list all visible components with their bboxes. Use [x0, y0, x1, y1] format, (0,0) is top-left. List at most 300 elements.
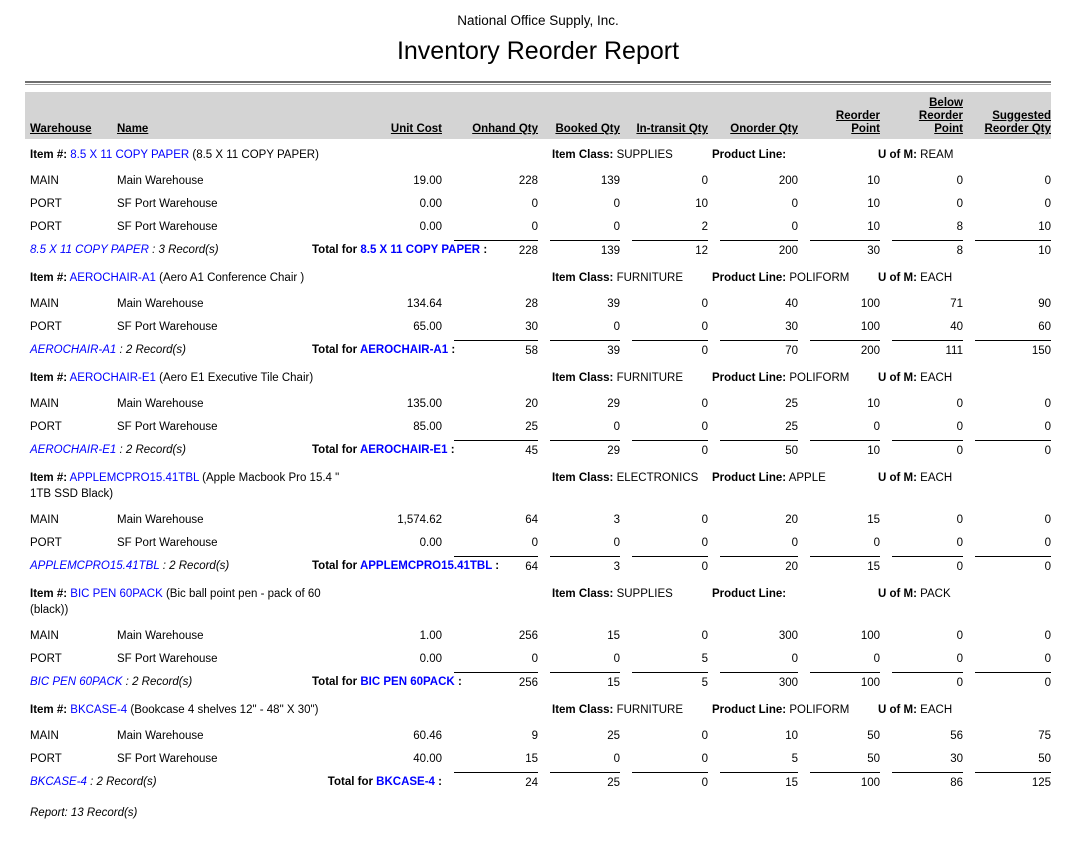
warehouse-row	[25, 293, 1051, 316]
warehouse-code: MAIN	[30, 630, 59, 642]
total-label-colon: :	[495, 560, 500, 572]
suggested-reorder-qty: 0	[1044, 630, 1051, 642]
group-rows	[25, 393, 1051, 439]
warehouse-code: PORT	[30, 421, 62, 433]
product-line-label: Product Line:	[712, 704, 787, 716]
unit-of-measure-value: EACH	[920, 372, 953, 384]
warehouse-name: SF Port Warehouse	[117, 221, 218, 233]
col-header-suggested-reorder-qty	[975, 110, 1051, 136]
item-number-label: Item #:	[30, 704, 68, 716]
item-title	[30, 702, 375, 718]
total-item-code: BIC PEN 60PACK	[360, 676, 455, 688]
total-booked-qty: 139	[550, 240, 620, 262]
product-line	[712, 702, 849, 718]
below-reorder-point: 40	[950, 321, 963, 333]
total-in-transit-qty: 12	[632, 240, 708, 262]
total-below-reorder-point: 86	[892, 772, 963, 794]
item-title	[30, 147, 375, 163]
item-header	[25, 578, 1051, 625]
in-transit-qty: 0	[701, 730, 708, 742]
col-header-below-reorder-label: Reorder Point	[918, 110, 963, 135]
col-header-below-reorder-point	[892, 97, 963, 136]
unit-cost: 134.64	[406, 298, 442, 310]
group-rows	[25, 170, 1051, 239]
onorder-qty: 10	[785, 730, 798, 742]
unit-of-measure-value: EACH	[920, 704, 953, 716]
unit-cost: 0.00	[419, 537, 442, 549]
total-onhand-qty: 24	[454, 772, 538, 794]
warehouse-row	[25, 625, 1051, 648]
group-record-count	[30, 556, 300, 578]
total-label-colon: :	[450, 444, 455, 456]
item-group	[25, 578, 1051, 694]
reorder-point: 10	[867, 398, 880, 410]
reorder-point: 50	[867, 730, 880, 742]
group-record-count	[30, 772, 300, 794]
col-header-warehouse	[30, 123, 105, 136]
booked-qty: 25	[607, 730, 620, 742]
onhand-qty: 25	[525, 421, 538, 433]
product-line-label: Product Line:	[712, 472, 787, 484]
total-below-reorder-point: 0	[892, 440, 963, 462]
in-transit-qty: 0	[701, 421, 708, 433]
total-reorder-point: 100	[810, 772, 880, 794]
item-code-link[interactable]: AEROCHAIR-A1	[69, 272, 156, 284]
item-header	[25, 362, 1051, 393]
col-header-in-transit-qty	[632, 123, 708, 136]
onorder-qty: 200	[778, 175, 798, 187]
total-in-transit-qty: 0	[632, 340, 708, 362]
total-reorder-point: 15	[810, 556, 880, 578]
item-number-label: Item #:	[30, 272, 68, 284]
product-line-value: APPLE	[788, 472, 826, 484]
onorder-qty: 25	[785, 398, 798, 410]
unit-of-measure	[878, 147, 953, 163]
below-reorder-point: 0	[956, 198, 963, 210]
unit-of-measure	[878, 586, 951, 602]
reorder-point: 50	[867, 753, 880, 765]
total-label-colon: :	[438, 776, 442, 788]
item-description-extra	[30, 602, 375, 618]
below-reorder-point: 0	[956, 421, 963, 433]
group-record-count-value: 2 Record(s)	[125, 344, 186, 356]
item-description: (Bookcase 4 shelves 12" - 48" X 30")	[130, 704, 319, 716]
product-line-label: Product Line:	[712, 372, 787, 384]
group-record-count	[30, 340, 300, 362]
onhand-qty: 64	[525, 514, 538, 526]
item-class-label: Item Class:	[552, 272, 614, 284]
onorder-qty: 20	[785, 514, 798, 526]
total-suggested-reorder-qty: 0	[975, 672, 1051, 694]
booked-qty: 29	[607, 398, 620, 410]
below-reorder-point: 71	[950, 298, 963, 310]
total-booked-qty: 15	[550, 672, 620, 694]
total-for-label: Total for	[327, 776, 373, 788]
total-below-reorder-point: 8	[892, 240, 963, 262]
item-title	[30, 470, 375, 502]
item-class-value: FURNITURE	[616, 272, 684, 284]
warehouse-code: PORT	[30, 753, 62, 765]
onhand-qty: 0	[531, 537, 538, 549]
total-onhand-qty: 45	[454, 440, 538, 462]
in-transit-qty: 5	[701, 653, 708, 665]
item-class	[552, 702, 683, 718]
onorder-qty: 40	[785, 298, 798, 310]
unit-of-measure-label: U of M:	[878, 704, 917, 716]
total-onhand-qty: 64	[454, 556, 538, 578]
item-header	[25, 462, 1051, 509]
warehouse-code: PORT	[30, 221, 62, 233]
item-group	[25, 462, 1051, 578]
unit-of-measure-label: U of M:	[878, 472, 917, 484]
warehouse-row	[25, 648, 1051, 671]
onhand-qty: 28	[525, 298, 538, 310]
booked-qty: 3	[613, 514, 620, 526]
unit-cost: 1,574.62	[397, 514, 442, 526]
unit-of-measure	[878, 470, 952, 486]
unit-cost: 135.00	[406, 398, 442, 410]
total-in-transit-qty: 5	[632, 672, 708, 694]
col-header-unit-cost	[327, 123, 442, 136]
below-reorder-point: 0	[956, 398, 963, 410]
below-reorder-point: 0	[956, 537, 963, 549]
onhand-qty: 30	[525, 321, 538, 333]
total-suggested-reorder-qty: 0	[975, 556, 1051, 578]
warehouse-code: MAIN	[30, 514, 59, 526]
warehouse-code: MAIN	[30, 298, 59, 310]
unit-cost: 40.00	[413, 753, 442, 765]
total-suggested-reorder-qty: 150	[975, 340, 1051, 362]
report-title: Inventory Reorder Report	[396, 37, 680, 65]
total-item-code: AEROCHAIR-E1	[359, 444, 448, 456]
item-title	[30, 370, 375, 386]
group-record-count-value: 2 Record(s)	[96, 776, 157, 788]
product-line-value: POLIFORM	[789, 704, 850, 716]
group-record-count-colon: :	[90, 776, 94, 788]
product-line	[712, 370, 849, 386]
total-onorder-qty: 70	[720, 340, 798, 362]
unit-of-measure-label: U of M:	[878, 588, 917, 600]
unit-cost: 65.00	[413, 321, 442, 333]
reorder-point: 100	[860, 630, 880, 642]
total-onorder-qty: 300	[720, 672, 798, 694]
suggested-reorder-qty: 0	[1044, 175, 1051, 187]
booked-qty: 0	[613, 221, 620, 233]
onorder-qty: 0	[791, 653, 798, 665]
suggested-reorder-qty: 90	[1038, 298, 1051, 310]
unit-cost: 60.46	[413, 730, 442, 742]
total-suggested-reorder-qty: 0	[975, 440, 1051, 462]
reorder-point: 0	[873, 421, 880, 433]
below-reorder-point: 56	[950, 730, 963, 742]
onorder-qty: 30	[785, 321, 798, 333]
onhand-qty: 9	[531, 730, 538, 742]
item-code-link[interactable]: 8.5 X 11 COPY PAPER	[70, 149, 190, 161]
unit-of-measure-label: U of M:	[878, 149, 917, 161]
onhand-qty: 0	[531, 221, 538, 233]
in-transit-qty: 0	[701, 514, 708, 526]
booked-qty: 0	[613, 198, 620, 210]
reorder-point: 10	[867, 221, 880, 233]
warehouse-name: SF Port Warehouse	[117, 653, 218, 665]
suggested-reorder-qty: 0	[1044, 537, 1051, 549]
item-class	[552, 470, 698, 486]
group-total-label	[312, 556, 500, 578]
warehouse-code: MAIN	[30, 175, 59, 187]
item-description: (Aero A1 Conference Chair )	[159, 272, 305, 284]
item-code-link[interactable]: BIC PEN 60PACK	[70, 588, 163, 600]
total-label-colon: :	[483, 244, 488, 256]
in-transit-qty: 2	[701, 221, 708, 233]
item-class	[552, 147, 673, 163]
item-header	[25, 262, 1051, 293]
group-rows	[25, 725, 1051, 771]
warehouse-row	[25, 748, 1051, 771]
product-line-label: Product Line:	[712, 272, 787, 284]
col-header-reorder-point-label: Reorder Point	[835, 110, 880, 135]
warehouse-row	[25, 316, 1051, 339]
warehouse-row	[25, 170, 1051, 193]
col-header-warehouse-label: Warehouse	[30, 123, 92, 135]
warehouse-row	[25, 725, 1051, 748]
group-total-label	[312, 340, 456, 362]
unit-of-measure-value: REAM	[920, 149, 954, 161]
unit-cost: 0.00	[419, 221, 442, 233]
product-line	[712, 147, 786, 163]
unit-of-measure	[878, 270, 952, 286]
group-record-count-item-code: 8.5 X 11 COPY PAPER	[30, 244, 149, 256]
col-header-unit-cost-label: Unit Cost	[390, 123, 442, 135]
col-header-booked-qty-label: Booked Qty	[555, 123, 620, 135]
unit-of-measure	[878, 370, 952, 386]
in-transit-qty: 0	[701, 321, 708, 333]
onhand-qty: 15	[525, 753, 538, 765]
warehouse-code: MAIN	[30, 730, 59, 742]
item-class-value: FURNITURE	[616, 704, 684, 716]
group-record-count-colon: :	[119, 444, 123, 456]
item-class-label: Item Class:	[552, 149, 614, 161]
total-in-transit-qty: 0	[632, 440, 708, 462]
total-below-reorder-point: 111	[892, 340, 963, 362]
suggested-reorder-qty: 0	[1044, 653, 1051, 665]
group-total-row	[25, 440, 1051, 462]
total-reorder-point: 100	[810, 672, 880, 694]
total-item-code: 8.5 X 11 COPY PAPER	[360, 244, 481, 256]
onorder-qty: 5	[791, 753, 798, 765]
item-class-value: SUPPLIES	[616, 588, 673, 600]
onorder-qty: 0	[791, 198, 798, 210]
suggested-reorder-qty: 50	[1038, 753, 1051, 765]
warehouse-row	[25, 216, 1051, 239]
item-number-label: Item #:	[30, 588, 68, 600]
booked-qty: 0	[613, 421, 620, 433]
product-line-label: Product Line:	[712, 588, 787, 600]
suggested-reorder-qty: 75	[1038, 730, 1051, 742]
group-record-count	[30, 440, 300, 462]
onorder-qty: 300	[778, 630, 798, 642]
onorder-qty: 0	[791, 221, 798, 233]
item-group	[25, 694, 1051, 794]
reorder-point: 15	[867, 514, 880, 526]
unit-of-measure	[878, 702, 952, 718]
item-class	[552, 586, 673, 602]
booked-qty: 0	[613, 537, 620, 549]
unit-cost: 85.00	[413, 421, 442, 433]
item-class-value: SUPPLIES	[616, 149, 673, 161]
warehouse-name: SF Port Warehouse	[117, 321, 218, 333]
suggested-reorder-qty: 0	[1044, 421, 1051, 433]
item-description-extra	[30, 486, 375, 502]
below-reorder-point: 30	[950, 753, 963, 765]
title-divider	[25, 81, 1051, 85]
unit-of-measure-label: U of M:	[878, 372, 917, 384]
col-header-onorder-qty-label: Onorder Qty	[730, 123, 798, 135]
group-total-label	[312, 772, 442, 794]
group-record-count-value: 2 Record(s)	[132, 676, 193, 688]
total-label-colon: :	[457, 676, 462, 688]
col-header-onhand-qty	[454, 123, 538, 136]
col-header-onorder-qty	[720, 123, 798, 136]
item-description: (Apple Macbook Pro 15.4 "	[202, 472, 340, 484]
item-groups	[25, 139, 1051, 794]
unit-of-measure-value: EACH	[920, 272, 953, 284]
warehouse-name: Main Warehouse	[117, 398, 204, 410]
onorder-qty: 0	[791, 537, 798, 549]
item-group	[25, 262, 1051, 362]
group-rows	[25, 293, 1051, 339]
warehouse-code: PORT	[30, 653, 62, 665]
item-code-link[interactable]: APPLEMCPRO15.41TBL	[69, 472, 199, 484]
col-header-onhand-qty-label: Onhand Qty	[472, 123, 538, 135]
in-transit-qty: 0	[701, 398, 708, 410]
group-record-count-value: 2 Record(s)	[125, 444, 186, 456]
onorder-qty: 25	[785, 421, 798, 433]
onhand-qty: 256	[518, 630, 538, 642]
onhand-qty: 20	[525, 398, 538, 410]
col-header-name-label: Name	[117, 123, 149, 135]
warehouse-code: PORT	[30, 198, 62, 210]
item-number-label: Item #:	[30, 149, 68, 161]
total-for-label: Total for	[312, 444, 358, 456]
in-transit-qty: 0	[701, 753, 708, 765]
column-header-band	[25, 92, 1051, 139]
col-header-reorder-point	[810, 110, 880, 136]
unit-of-measure-value: PACK	[920, 588, 951, 600]
warehouse-name: SF Port Warehouse	[117, 198, 218, 210]
total-label-colon: :	[451, 344, 456, 356]
warehouse-row	[25, 532, 1051, 555]
reorder-point: 10	[867, 198, 880, 210]
in-transit-qty: 0	[701, 175, 708, 187]
total-reorder-point: 10	[810, 440, 880, 462]
item-header	[25, 139, 1051, 170]
product-line	[712, 470, 826, 486]
onhand-qty: 228	[518, 175, 538, 187]
group-total-label	[312, 440, 455, 462]
total-onhand-qty: 228	[454, 240, 538, 262]
total-onorder-qty: 200	[720, 240, 798, 262]
reorder-point: 0	[873, 537, 880, 549]
col-header-suggested-qty-label: Reorder Qty	[984, 123, 1051, 135]
booked-qty: 0	[613, 321, 620, 333]
group-total-row	[25, 772, 1051, 794]
suggested-reorder-qty: 0	[1044, 198, 1051, 210]
booked-qty: 0	[613, 653, 620, 665]
item-class-label: Item Class:	[552, 372, 614, 384]
item-description: (Bic ball point pen - pack of 60	[165, 588, 321, 600]
product-line	[712, 586, 786, 602]
reorder-point: 100	[860, 298, 880, 310]
total-booked-qty: 25	[550, 772, 620, 794]
item-class	[552, 370, 683, 386]
col-header-booked-qty	[550, 123, 620, 136]
warehouse-name: Main Warehouse	[117, 630, 204, 642]
item-code-link[interactable]: AEROCHAIR-E1	[69, 372, 156, 384]
item-group	[25, 139, 1051, 262]
product-line	[712, 270, 849, 286]
unit-of-measure-value: EACH	[920, 472, 953, 484]
item-number-label: Item #:	[30, 472, 68, 484]
in-transit-qty: 0	[701, 298, 708, 310]
product-line-label: Product Line:	[712, 149, 787, 161]
item-class-label: Item Class:	[552, 588, 614, 600]
below-reorder-point: 0	[956, 175, 963, 187]
suggested-reorder-qty: 10	[1038, 221, 1051, 233]
warehouse-code: PORT	[30, 537, 62, 549]
group-record-count-item-code: BKCASE-4	[30, 776, 87, 788]
report-record-count: Report: 13 Record(s)	[30, 807, 138, 819]
item-code-link[interactable]: BKCASE-4	[70, 704, 128, 716]
item-description: (Aero E1 Executive Tile Chair)	[159, 372, 314, 384]
total-booked-qty: 3	[550, 556, 620, 578]
total-item-code: AEROCHAIR-A1	[359, 344, 449, 356]
total-suggested-reorder-qty: 10	[975, 240, 1051, 262]
in-transit-qty: 10	[695, 198, 708, 210]
total-onorder-qty: 50	[720, 440, 798, 462]
warehouse-row	[25, 416, 1051, 439]
total-for-label: Total for	[312, 244, 358, 256]
group-record-count-colon: :	[125, 676, 129, 688]
item-header	[25, 694, 1051, 725]
group-record-count-colon: :	[119, 344, 123, 356]
group-record-count-item-code: AEROCHAIR-E1	[30, 444, 117, 456]
total-for-label: Total for	[312, 676, 358, 688]
booked-qty: 15	[607, 630, 620, 642]
warehouse-row	[25, 193, 1051, 216]
group-rows	[25, 509, 1051, 555]
warehouse-name: Main Warehouse	[117, 175, 204, 187]
total-for-label: Total for	[312, 344, 358, 356]
total-for-label: Total for	[312, 560, 358, 572]
reorder-point: 10	[867, 175, 880, 187]
booked-qty: 139	[600, 175, 620, 187]
item-class-label: Item Class:	[552, 704, 614, 716]
item-description-line: (black))	[30, 604, 69, 616]
item-description-line: 1TB SSD Black)	[30, 488, 114, 500]
group-total-label	[312, 672, 462, 694]
reorder-point: 0	[873, 653, 880, 665]
item-title	[30, 270, 375, 286]
below-reorder-point: 0	[956, 630, 963, 642]
suggested-reorder-qty: 60	[1038, 321, 1051, 333]
below-reorder-point: 8	[956, 221, 963, 233]
warehouse-code: PORT	[30, 321, 62, 333]
product-line-value: POLIFORM	[789, 272, 850, 284]
reorder-point: 100	[860, 321, 880, 333]
warehouse-name: SF Port Warehouse	[117, 537, 218, 549]
item-number-label: Item #:	[30, 372, 68, 384]
company-name: National Office Supply, Inc.	[457, 13, 619, 28]
